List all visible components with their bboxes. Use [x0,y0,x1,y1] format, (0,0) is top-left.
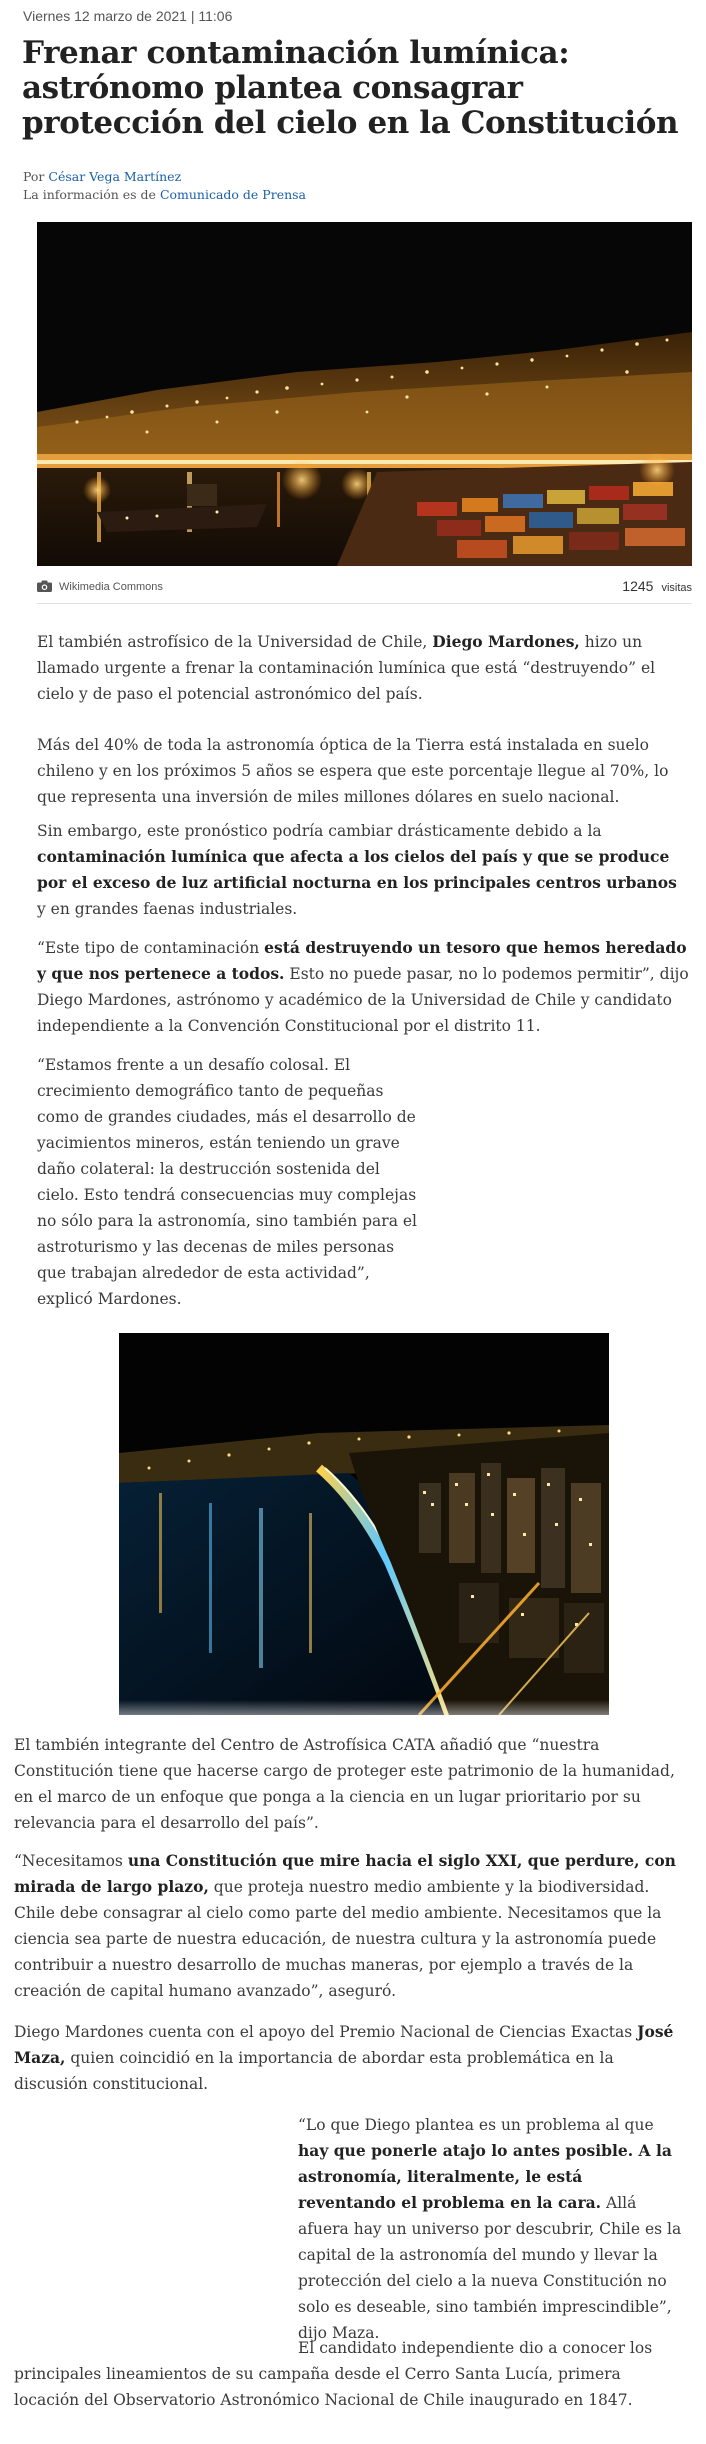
night-port-city-image [37,222,692,566]
article-dateline: Viernes 12 marzo de 2021 | 11:06 [23,8,233,24]
source-prefix: La información es de [23,187,156,202]
text-run: y en grandes faenas industriales. [37,900,298,918]
byline [23,168,306,204]
source-link[interactable]: Comunicado de Prensa [159,187,307,202]
bold-run: una Constitución que mire hacia el siglo XXI, que perdure, con mirada de largo plazo, [14,1851,676,1896]
bold-run: contaminación lumínica que afecta a los cielos del país y que se produce por el exceso de luz artificial nocturna en los principales centros urbanos [37,847,677,892]
bold-run: hay que ponerle atajo lo antes posible. A la astronomía, literalmente, le está reventando el problema en la cara. [298,2141,672,2212]
text-run: “Lo que Diego plantea es un problema al que [298,2116,654,2134]
text-run: Sin embargo, este pronóstico podría cambiar drásticamente debido a la [37,822,602,840]
paragraph-2: Más del 40% de toda la astronomía óptica de la Tierra está instalada en suelo chileno y en los próximos 5 años se espera que este porcentaje llegue al 70%, lo que representa una inversión de miles millones dólares en suelo nacional. [37,736,669,806]
photo-meta-bar [37,578,692,604]
text-run: Diego Mardones cuenta con el apoyo del Premio Nacional de Ciencias Exactas [14,2023,638,2041]
image-bottom-fade [0,1700,706,1734]
author-link[interactable]: César Vega Martínez [48,169,182,184]
text-run: que proteja nuestro medio ambiente y la biodiversidad. Chile debe consagrar al cielo como parte del medio ambiente. Necesitamos que la ciencia sea parte de nuestra educación, de nuestra cultura y la astronomía puede contribuir a nuestro desarrollo de muchas maneras, por ejemplo a través de la creación de capital humano avanzado”, aseguró. [14,1878,662,2000]
paragraph-6: El también integrante del Centro de Astrofísica CATA añadió que “nuestra Constitución tiene que hacerse cargo de proteger este patrimonio de la humanidad, en el marco de un enfoque que ponga a la ciencia en un lugar prioritario por su relevancia para el desarrollo del país”. [14,1736,675,1832]
paragraph-8 [14,2019,690,2097]
author-line [23,168,306,186]
text-run: “Necesitamos [14,1852,128,1870]
visits-label: visitas [661,582,692,594]
paragraph-4 [37,935,689,1039]
paragraph-1 [37,629,689,707]
photo-credit: Wikimedia Commons [59,581,163,593]
paragraph-10: El candidato independiente dio a conocer los principales lineamientos de su campaña desde el Cerro Santa Lucía, primera locación del Observatorio Astronómico Nacional de Chile inaugurado en 1847. [14,2339,653,2409]
night-coastal-city-image [119,1333,609,1715]
bold-run: está destruyendo un tesoro que hemos heredado y que nos pertenece a todos. [37,938,687,983]
text-run: Allá afuera hay un universo por descubrir, Chile es la capital de la astronomía del mundo y llevar la protección del cielo a la nueva Constitución no solo es deseable, sino también imprescindible”, dijo Maza. [298,2194,682,2342]
article-title: Frenar contaminación lumínica: astrónomo plantea consagrar protección del cielo en la Constitución [22,35,679,141]
secondary-article-photo [119,1333,609,1715]
bold-run: Diego Mardones, [432,632,580,651]
source-line [23,186,306,204]
camera-icon [37,580,52,592]
paragraph-3 [37,818,689,922]
text-run: quien coincidió en la importancia de abordar esta problemática en la discusión constitucional. [14,2049,614,2093]
visits-count: 1245 [622,578,654,594]
paragraph-9-quote [298,2112,683,2346]
byline-prefix: Por [23,169,45,184]
main-article-photo [37,222,692,566]
text-run: hizo un llamado urgente a frenar la contaminación lumínica que está “destruyendo” el cielo y de paso el potencial astronómico del país. [37,633,656,703]
paragraph-7 [14,1848,690,2004]
text-run: Esto no puede pasar, no lo podemos permitir”, dijo Diego Mardones, astrónomo y académico de la Universidad de Chile y candidato independiente a la Convención Constitucional por el distrito 11. [37,965,689,1035]
text-run: El también astrofísico de la Universidad de Chile, [37,633,433,651]
paragraph-5: “Estamos frente a un desafío colosal. El crecimiento demográfico tanto de pequeñas como de grandes ciudades, más el desarrollo de yacimientos mineros, están teniendo un grave daño colateral: la destrucción sostenida del cielo. Esto tendrá consecuencias muy complejas no sólo para la astronomía, sino también para el astroturismo y las decenas de miles personas que trabajan alrededor de esta actividad”, explicó Mardones. [37,1056,417,1308]
visits-counter [622,578,692,594]
bold-run: José Maza, [14,2022,674,2067]
text-run: “Este tipo de contaminación [37,939,265,957]
